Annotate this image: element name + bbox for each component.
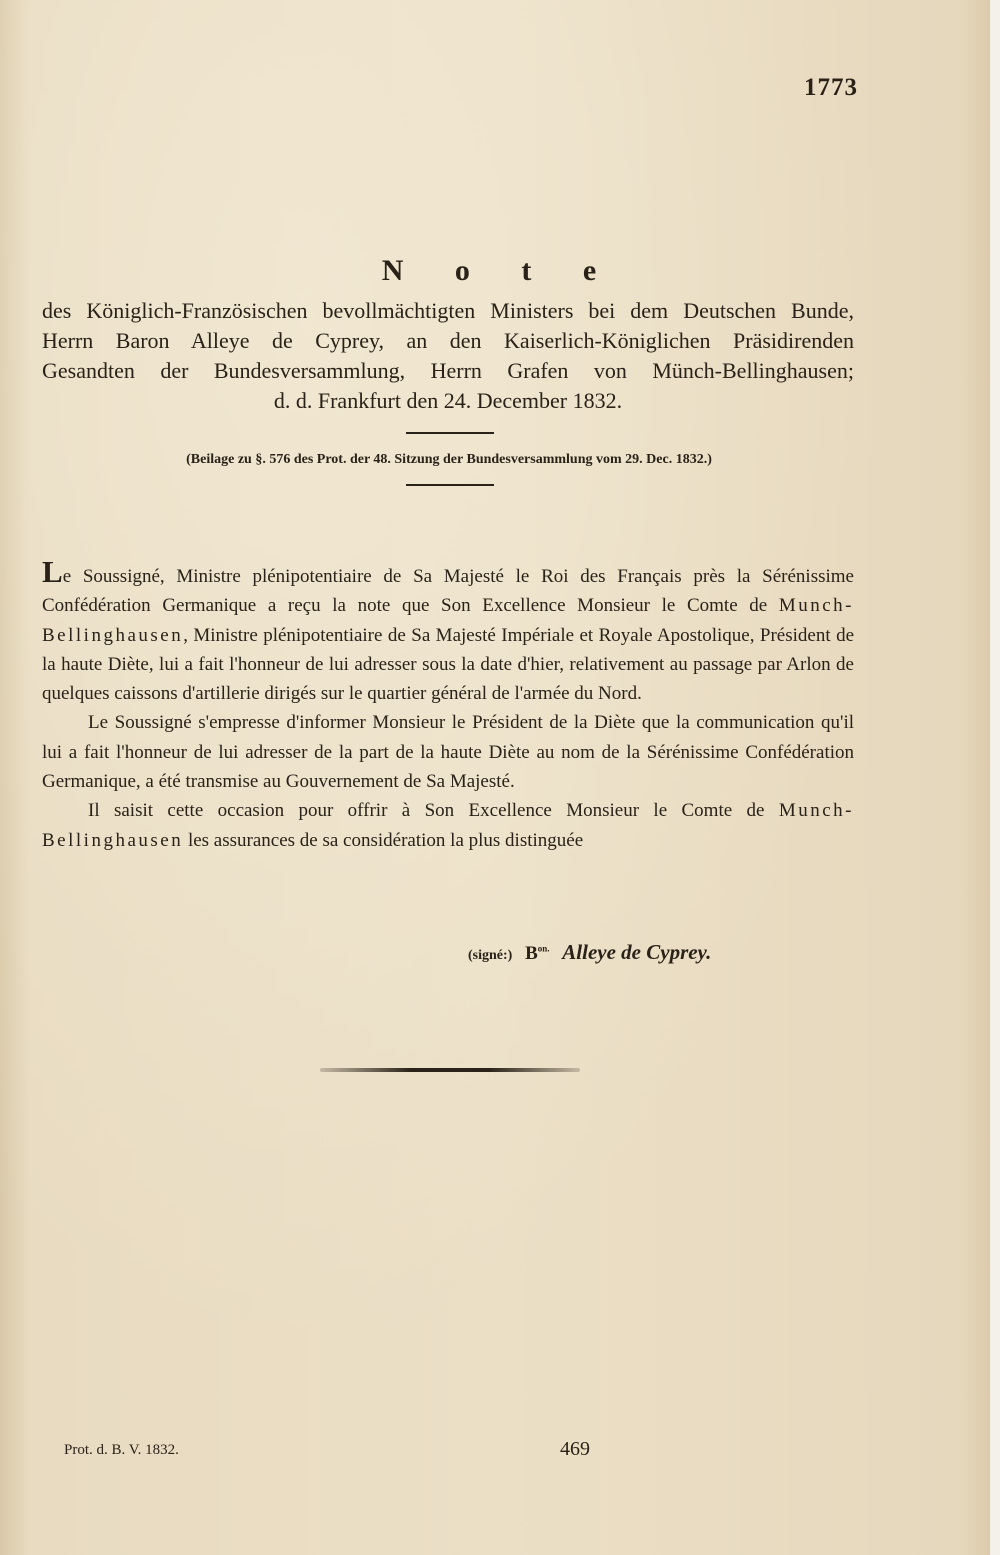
paragraph-3-name: Munch-Bellinghausen xyxy=(42,800,855,851)
paragraph-3-text-a: Il saisit cette occasion pour offrir à Son Excellence Monsieur le Comte de xyxy=(88,800,765,822)
signature-line xyxy=(468,940,711,965)
page-number: 1773 xyxy=(804,74,858,101)
paragraph-1-text-b: , Ministre plénipotentiaire de Sa Majesté Impériale et Royale Apostolique, Président de la haute Diète, lui a fait l'honneur de lui adresser sous la date d'hier, relativement au passage par Arlon de quelques caissons d'artillerie dirigés sur le quartier général de l'armée du Nord. xyxy=(42,624,854,705)
heading-line-4: d. d. Frankfurt den 24. December 1832. xyxy=(273,388,623,413)
paragraph-3 xyxy=(42,796,854,855)
drop-cap: L xyxy=(42,554,63,589)
signature-rank xyxy=(525,943,549,964)
document-heading xyxy=(42,296,854,416)
paragraph-1-text-a: e Soussigné, Ministre plénipotentiaire de Sa Majesté le Roi des Français près la Sérénissime Confédération Germanique a reçu la note que Son Excellence Monsieur le Comte de xyxy=(42,566,854,617)
footer-signature-mark: Prot. d. B. V. 1832. xyxy=(64,1442,179,1458)
heading-line-2: Herrn Baron Alleye de Cyprey, an den Kaiserlich-Königlichen Präsidirenden xyxy=(42,328,854,353)
heading-line-1: des Königlich-Französischen bevollmächtigten Ministers bei dem Deutschen Bunde, xyxy=(42,298,854,323)
signature-rank-sup: on. xyxy=(537,943,550,954)
document-title: N o t e xyxy=(381,254,619,287)
signature-rank-letter: B xyxy=(525,943,538,964)
letter-body xyxy=(42,554,855,855)
footer-page-number: 469 xyxy=(560,1438,590,1460)
enclosure-note: (Beilage zu §. 576 des Prot. der 48. Sitzung der Bundesversammlung vom 29. Dec. 1832.) xyxy=(186,452,712,467)
signature-prefix: (signé:) xyxy=(468,948,513,963)
signature-name: Alleye de Cyprey. xyxy=(562,940,712,964)
paragraph-2: Le Soussigné s'empresse d'informer Monsieur le Président de la Diète que la communication qu'il lui a fait l'honneur de lui adresser de la part de la haute Diète au nom de la Sérénissime Confédération Germanique, a été transmise au Gouvernement de Sa Majesté. xyxy=(42,712,854,793)
paragraph-1-name: Munch-Bellinghausen xyxy=(42,595,855,646)
paragraph-1 xyxy=(42,554,855,708)
end-ornament-rule xyxy=(320,1068,580,1072)
divider-rule-top xyxy=(406,432,494,434)
divider-rule-bottom xyxy=(406,484,494,486)
paragraph-3-text-b: les assurances de sa considération la plus distinguée xyxy=(187,829,584,851)
heading-line-3: Gesandten der Bundesversammlung, Herrn Grafen von Münch-Bellinghausen; xyxy=(42,358,854,383)
page-edge xyxy=(990,0,1000,1555)
